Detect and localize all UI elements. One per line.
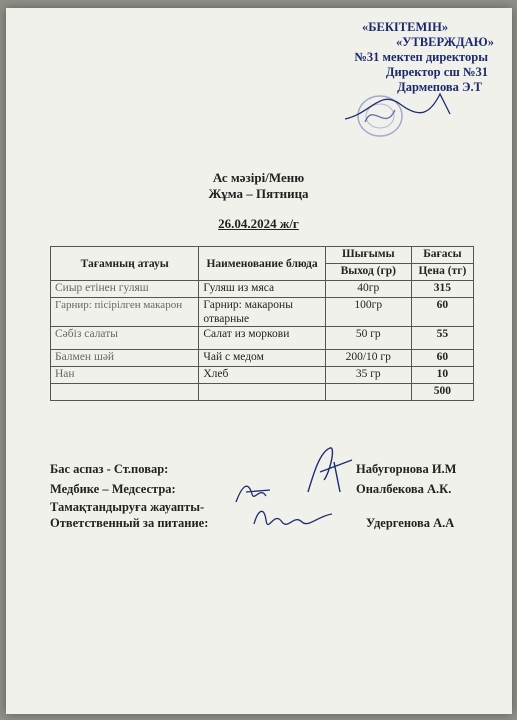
responsible-name: Удергенова А.А [366, 516, 455, 530]
dish-kz: Балмен шәй [51, 350, 199, 367]
menu-date: 26.04.2024 ж/г [218, 216, 299, 231]
table-row [51, 281, 474, 298]
responsible-label-kz: Тамақтандыруға жауапты- [50, 500, 205, 514]
responsible-signature [248, 500, 338, 540]
header-output-kz: Шығымы [326, 247, 411, 264]
dish-kz: Сиыр етінен гуляш [51, 281, 199, 298]
table-header-row [51, 247, 474, 281]
dish-ru: Салат из моркови [199, 327, 325, 350]
dish-output: 50 гр [325, 327, 411, 350]
director-signature [340, 84, 480, 124]
approval-director-name: Дармепова Э.Т [397, 80, 482, 94]
header-kz-name: Тағамның атауы [51, 247, 199, 281]
dish-ru: Гарнир: макароны отварные [199, 298, 325, 327]
approval-kz: «БЕКІТЕМІН» [362, 20, 449, 34]
dish-output: 40гр [325, 281, 411, 298]
approval-school-kz: №31 мектеп директоры [354, 50, 488, 64]
total-price: 500 [411, 384, 473, 401]
total-row [51, 384, 474, 401]
menu-day: Жұма – Пятница [208, 186, 309, 201]
dish-price: 10 [411, 367, 473, 384]
header-price-ru: Цена (тг) [418, 265, 467, 277]
approval-school-ru: Директор сш №31 [385, 65, 488, 79]
dish-price: 315 [411, 281, 473, 298]
chef-name: Набугорнова И.М [356, 462, 457, 476]
dish-output: 35 гр [325, 367, 411, 384]
dish-ru: Чай с медом [199, 350, 325, 367]
chef-label: Бас аспаз - Ст.повар: [50, 462, 169, 476]
nurse-name: Оналбекова А.К. [356, 482, 452, 496]
dish-price: 60 [411, 298, 473, 327]
header-price-kz: Бағасы [412, 247, 473, 264]
dish-kz: Нан [51, 367, 199, 384]
table-row [51, 298, 474, 327]
table-row [51, 327, 474, 350]
menu-table [50, 246, 474, 401]
chef-signature [300, 442, 360, 502]
dish-price: 55 [411, 327, 473, 350]
dish-kz: Сәбіз салаты [51, 327, 199, 350]
responsible-label-ru: Ответственный за питание: [50, 516, 209, 530]
header-output [325, 247, 411, 281]
header-price [411, 247, 473, 281]
nurse-label: Медбике – Медсестра: [50, 482, 176, 496]
menu-title: Ас мәзірі/Меню [212, 170, 305, 185]
dish-kz: Гарнир: пісірілген макарон [51, 298, 199, 327]
header-output-ru: Выход (гр) [340, 265, 396, 277]
dish-price: 60 [411, 350, 473, 367]
header-ru-name: Наименование блюда [199, 247, 325, 281]
table-row [51, 367, 474, 384]
table-row [51, 350, 474, 367]
dish-output: 200/10 гр [325, 350, 411, 367]
dish-ru: Хлеб [199, 367, 325, 384]
approval-ru: «УТВЕРЖДАЮ» [396, 35, 494, 49]
dish-output: 100гр [325, 298, 411, 327]
dish-ru: Гуляш из мяса [199, 281, 325, 298]
